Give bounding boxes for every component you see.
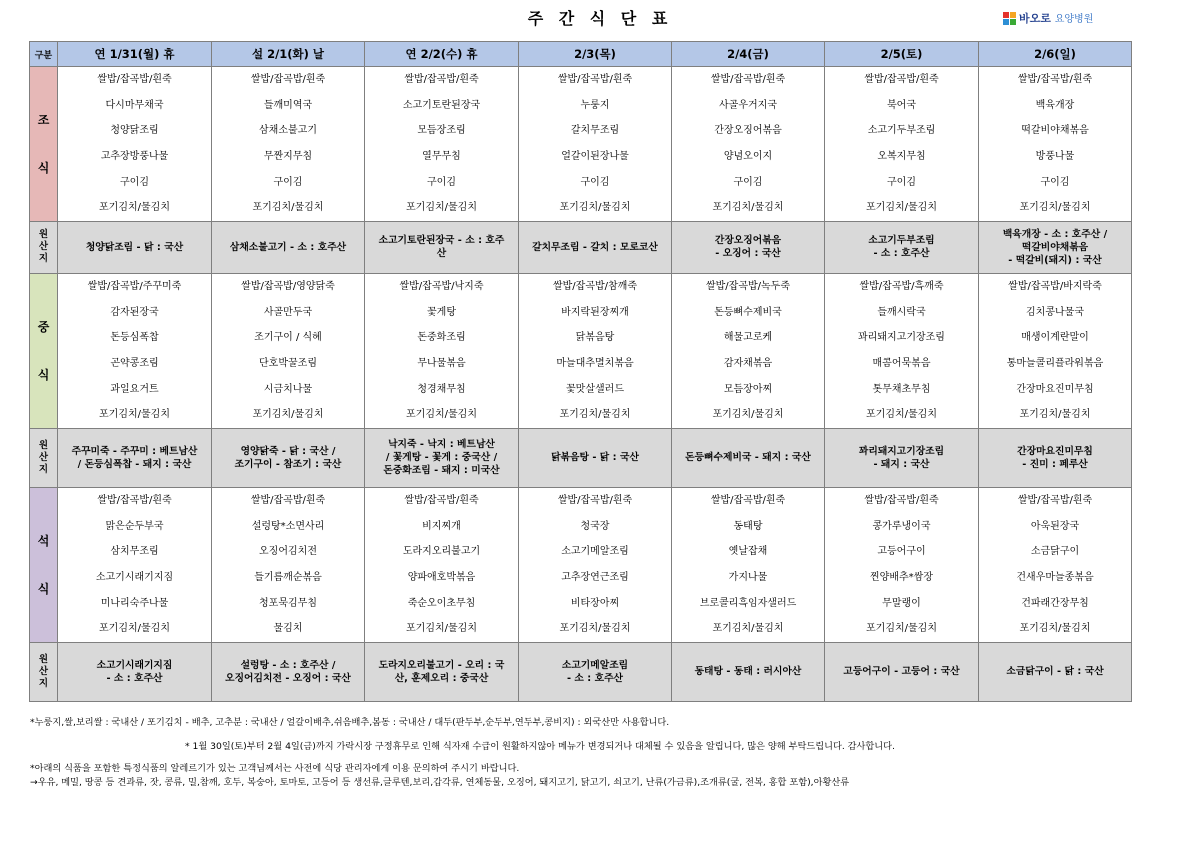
origin-label-char: 산 <box>38 665 49 677</box>
menu-item: 쌀밥/잡곡밥/흰죽 <box>97 74 172 85</box>
origin-line: 소고기토란된장국 - 소 : 호주 <box>378 235 505 247</box>
menu-item: 조기구이 / 식혜 <box>254 332 322 344</box>
breakfast-origin-label <box>30 221 58 273</box>
menu-item: 청양닭조림 <box>110 125 159 137</box>
origin-line: / 돈등심폭찹 - 돼지 : 국산 <box>77 458 192 470</box>
menu-item: 포기김치/물김치 <box>99 202 170 214</box>
menu-item: 간장마요진미무침 <box>1016 383 1094 395</box>
origin-line: 동태탕 - 동태 : 러시아산 <box>694 666 802 678</box>
origin-line: 주꾸미죽 - 주꾸미 : 베트남산 <box>71 445 198 457</box>
menu-item: 비지찌개 <box>422 520 461 532</box>
lunch-origin-cell <box>58 428 212 487</box>
lunch-origin-row <box>30 428 1132 487</box>
origin-line: 삼채소불고기 - 소 : 호주산 <box>229 241 347 253</box>
origin-line: 산 <box>436 248 447 260</box>
header-day: 2/5(토) <box>825 42 979 67</box>
origin-line: 소고기메알조림 <box>561 659 629 671</box>
note-origin: *누룽지,쌀,보리쌀 : 국내산 / 포기김치 - 배추, 고추분 : 국내산 / 얼갈이배추,쉬음배추,봄동 : 국내산 / 대두(판두부,순두부,연두부,콩비지) : 외국산만 사용합니다. <box>30 717 670 728</box>
menu-item: 꽃맛살샐러드 <box>566 383 624 395</box>
header-day: 연 2/2(수) 휴 <box>365 42 519 67</box>
menu-item: 간장오징어볶음 <box>714 125 782 137</box>
origin-line: / 꽃게탕 - 꽃게 : 중국산 / <box>385 452 498 464</box>
origin-line: 간장마요진미무침 <box>1017 445 1093 457</box>
menu-item: 북어국 <box>887 99 916 111</box>
origin-line: 떡갈비야채볶음 <box>1021 241 1089 253</box>
menu-item: 쌀밥/잡곡밥/흰죽 <box>864 74 939 85</box>
logo-name: 바오로 <box>1019 12 1051 25</box>
breakfast-label <box>30 67 58 222</box>
menu-item: 다시마무채국 <box>105 99 164 111</box>
menu-item: 닭볶음탕 <box>575 332 615 344</box>
origin-line: 도라지오리불고기 - 오리 : 국 <box>378 659 505 671</box>
menu-item: 쌀밥/잡곡밥/흰죽 <box>1017 494 1093 506</box>
menu-item: 청포묵김무침 <box>259 597 317 609</box>
origin-line: 청양닭조림 - 닭 : 국산 <box>85 241 184 253</box>
origin-line: 소고기두부조림 <box>868 235 935 247</box>
menu-item: 돈등뼈수제비국 <box>714 306 782 318</box>
origin-line: - 오징어 : 국산 <box>715 248 781 260</box>
menu-item: 무말랭이 <box>882 597 921 609</box>
menu-item: 양파애호박볶음 <box>407 571 476 583</box>
dinner-label-char: 석 <box>37 533 50 548</box>
menu-item: 돈중화조림 <box>417 332 466 344</box>
breakfast-label-char: 조 <box>37 112 50 127</box>
menu-item: 쌀밥/잡곡밥/녹두죽 <box>705 280 791 292</box>
menu-item: 삼치무조림 <box>110 546 159 558</box>
menu-item: 누룽지 <box>580 99 610 111</box>
menu-item: 감자된장국 <box>110 306 159 318</box>
lunch-origin-cell <box>365 428 519 487</box>
note-allergens: →우유, 메밀, 땅콩 등 견과류, 잣, 콩류, 밀,참깨, 호두, 복숭아, 토마토, 고등어 등 생선류,글루텐,보리,갑각류, 연체동물, 오징어, 돼지고기, 닭고기, 쇠고기, 난류(가금류),조개류(굴, 전복, 홍합 포함),아황산류 <box>30 777 850 788</box>
menu-item: 감자채볶음 <box>723 357 773 369</box>
menu-item: 포기김치/물김치 <box>712 409 784 421</box>
breakfast-origin-row <box>30 221 1132 273</box>
menu-item: 포기김치/물김치 <box>252 409 324 421</box>
menu-item: 구이김 <box>580 176 610 188</box>
origin-line: 갈치무조림 - 갈치 : 모로코산 <box>532 241 658 253</box>
menu-item: 갈치무조림 <box>570 125 620 137</box>
breakfast-origin-cell <box>825 221 979 273</box>
lunch-day-cell <box>672 273 825 428</box>
menu-item: 바지락된장찌개 <box>561 306 629 318</box>
dinner-row <box>30 487 1132 642</box>
breakfast-row <box>30 67 1132 222</box>
lunch-origin-cell <box>672 428 825 487</box>
header-row <box>30 42 1132 67</box>
menu-item: 모듬장아찌 <box>723 383 773 395</box>
lunch-day-cell <box>979 273 1132 428</box>
header-day: 연 1/31(월) 휴 <box>58 42 212 67</box>
menu-item: 쌀밥/잡곡밥/참깨죽 <box>552 280 638 292</box>
menu-item: 구이김 <box>733 176 763 188</box>
origin-line: 영양닭죽 - 닭 : 국산 / <box>240 445 336 457</box>
menu-item: 포기김치/물김치 <box>559 623 631 635</box>
breakfast-origin-cell <box>979 221 1132 273</box>
menu-item: 동태탕 <box>733 520 763 532</box>
breakfast-day-cell <box>58 67 212 222</box>
origin-label-char: 원 <box>38 653 49 665</box>
menu-item: 쌀밥/잡곡밥/흰죽 <box>404 74 479 85</box>
logo-mark-icon <box>1003 12 1017 25</box>
menu-item: 포기김치/물김치 <box>1019 623 1091 635</box>
menu-item: 열무무침 <box>422 150 461 162</box>
lunch-day-cell <box>825 273 979 428</box>
menu-item: 들깨시락국 <box>877 306 926 318</box>
breakfast-origin-cell <box>519 221 672 273</box>
menu-item: 과일요거트 <box>110 383 159 395</box>
origin-line: 백육개장 - 소 : 호주산 / <box>1002 228 1108 240</box>
origin-line: - 소 : 호주산 <box>566 672 624 684</box>
menu-item: 사골만두국 <box>263 306 313 318</box>
menu-item: 청경채무침 <box>417 383 466 395</box>
menu-item: 쌀밥/잡곡밥/흰죽 <box>97 494 172 506</box>
page-title: 주 간 식 단 표 <box>527 9 673 28</box>
menu-item: 포기김치/물김치 <box>406 623 477 635</box>
menu-item: 오복지무침 <box>877 150 926 162</box>
dinner-day-cell <box>365 487 519 642</box>
menu-item: 무나물볶음 <box>417 357 466 369</box>
menu-item: 쌀밥/잡곡밥/영양닭죽 <box>241 280 335 292</box>
header-day: 2/6(일) <box>979 42 1132 67</box>
menu-item: 도라지오리불고기 <box>402 546 481 558</box>
menu-item: 해물고로케 <box>723 332 773 344</box>
breakfast-origin-cell <box>672 221 825 273</box>
menu-item: 양념오이지 <box>723 150 773 162</box>
lunch-day-cell <box>519 273 672 428</box>
menu-item: 고등어구이 <box>877 546 926 558</box>
menu-item: 브로콜리흑임자샐러드 <box>699 597 797 609</box>
lunch-origin-cell <box>212 428 365 487</box>
menu-body <box>30 67 1132 702</box>
menu-item: 시금치나물 <box>263 383 313 395</box>
dinner-label-char: 식 <box>37 581 50 596</box>
menu-item: 쌀밥/잡곡밥/흰죽 <box>250 74 326 85</box>
menu-item: 매생이계란말이 <box>1021 332 1089 344</box>
menu-item: 사골우거지국 <box>719 99 777 111</box>
origin-label-char: 원 <box>38 229 49 241</box>
menu-item: 쌀밥/잡곡밥/흑깨죽 <box>859 280 944 292</box>
origin-line: - 진미 : 페루산 <box>1022 458 1088 470</box>
menu-item: 소고기토란된장국 <box>402 99 481 111</box>
menu-item: 가지나물 <box>728 571 768 583</box>
menu-item: 쌀밥/잡곡밥/흰죽 <box>557 494 633 506</box>
lunch-row <box>30 273 1132 428</box>
menu-item: 맑은순두부국 <box>105 520 164 532</box>
dinner-origin-cell <box>212 642 365 701</box>
menu-item: 방풍나물 <box>1035 150 1075 162</box>
menu-item: 콩가루냉이국 <box>872 520 931 532</box>
menu-item: 포기김치/물김치 <box>866 623 937 635</box>
lunch-origin-label <box>30 428 58 487</box>
origin-line: 돈중화조림 - 돼지 : 미국산 <box>383 465 500 477</box>
header-gubun: 구분 <box>30 42 58 67</box>
menu-item: 고추장방풍나물 <box>100 150 169 162</box>
logo-suffix: 요양병원 <box>1054 14 1094 25</box>
dinner-origin-cell <box>365 642 519 701</box>
dinner-origin-cell <box>58 642 212 701</box>
breakfast-day-cell <box>365 67 519 222</box>
note-allergy: *아래의 식품을 포함한 특정식품의 알레르기가 있는 고객님께서는 사전에 식당 관리자에게 이용 문의하여 주시기 바랍니다. <box>30 763 520 774</box>
menu-item: 소고기시래기지짐 <box>95 571 174 583</box>
origin-line: - 소 : 호주산 <box>106 672 163 684</box>
origin-line: - 소 : 호주산 <box>873 248 930 260</box>
menu-item: 비타장아찌 <box>570 597 620 609</box>
menu-item: 쌀밥/잡곡밥/흰죽 <box>864 494 939 506</box>
menu-item: 건새우마늘종볶음 <box>1016 571 1094 583</box>
menu-item: 무짠지무침 <box>263 150 313 162</box>
dinner-origin-cell <box>979 642 1132 701</box>
menu-item: 쌀밥/잡곡밥/흰죽 <box>404 494 479 506</box>
menu-item: 청국장 <box>580 520 610 532</box>
origin-label-char: 지 <box>38 677 49 689</box>
menu-item: 죽순오이초무침 <box>407 597 476 609</box>
menu-item: 포기김치/물김치 <box>406 409 477 421</box>
dinner-origin-cell <box>825 642 979 701</box>
menu-item: 미나리숙주나물 <box>100 597 169 609</box>
logo-text <box>1019 10 1093 26</box>
origin-label-char: 산 <box>38 241 49 253</box>
header-day: 2/4(금) <box>672 42 825 67</box>
menu-item: 소고기메알조림 <box>561 546 629 558</box>
menu-item: 구이김 <box>120 176 149 188</box>
menu-item: 구이김 <box>273 176 303 188</box>
breakfast-origin-cell <box>58 221 212 273</box>
origin-line: 소금닭구이 - 닭 : 국산 <box>1006 666 1104 678</box>
menu-item: 포기김치/물김치 <box>559 202 631 214</box>
menu-item: 포기김치/물김치 <box>406 202 477 214</box>
dinner-day-cell <box>519 487 672 642</box>
dinner-day-cell <box>979 487 1132 642</box>
menu-item: 쌀밥/잡곡밥/흰죽 <box>250 494 326 506</box>
menu-item: 김치콩나물국 <box>1026 306 1084 318</box>
menu-item: 오징어김치전 <box>259 546 317 558</box>
dinner-day-cell <box>58 487 212 642</box>
menu-item: 쌀밥/잡곡밥/바지락죽 <box>1008 280 1102 292</box>
menu-item: 백육개장 <box>1035 99 1075 111</box>
header-day: 설 2/1(화) 날 <box>212 42 365 67</box>
menu-item: 들기름깨순볶음 <box>254 571 322 583</box>
menu-item: 떡갈비야채볶음 <box>1021 125 1089 137</box>
breakfast-day-cell <box>212 67 365 222</box>
menu-item: 포기김치/물김치 <box>866 202 937 214</box>
origin-line: 설렁탕 - 소 : 호주산 / <box>240 659 336 671</box>
menu-item: 포기김치/물김치 <box>712 202 784 214</box>
breakfast-origin-cell <box>212 221 365 273</box>
menu-item: 단호박꿀조림 <box>259 357 317 369</box>
origin-label-char: 지 <box>38 253 49 265</box>
menu-item: 찐양배추*쌈장 <box>870 571 933 583</box>
menu-item: 소고기두부조림 <box>867 125 936 137</box>
origin-line: 돈등뼈수제비국 - 돼지 : 국산 <box>685 452 811 464</box>
origin-line: 오징어김치전 - 오징어 : 국산 <box>225 672 351 684</box>
lunch-day-cell <box>58 273 212 428</box>
lunch-label-char: 중 <box>37 319 50 334</box>
menu-item: 삼채소불고기 <box>259 125 317 137</box>
origin-label-char: 산 <box>38 451 49 463</box>
origin-line: 조기구이 - 참조기 : 국산 <box>234 458 342 470</box>
menu-item: 쌀밥/잡곡밥/흰죽 <box>1017 74 1093 85</box>
menu-item: 쌀밥/잡곡밥/흰죽 <box>557 74 633 85</box>
menu-item: 포기김치/물김치 <box>252 202 324 214</box>
menu-item: 포기김치/물김치 <box>1019 409 1091 421</box>
menu-item: 마늘대추멸치볶음 <box>556 357 634 369</box>
menu-item: 아욱된장국 <box>1030 520 1080 532</box>
menu-item: 옛날잡채 <box>728 546 768 558</box>
note-holiday: * 1월 30일(토)부터 2월 4일(금)까지 가락시장 구정휴무로 인해 식자재 수급이 원활하지않아 메뉴가 변경되거나 대체될 수 있음을 알립니다, 많은 양해 부탁드립니다. 감사합니다. <box>185 741 895 752</box>
menu-item: 쌀밥/잡곡밥/흰죽 <box>710 494 786 506</box>
menu-item: 들깨미역국 <box>263 99 313 111</box>
origin-line: - 떡갈비(돼지) : 국산 <box>1008 254 1102 266</box>
dinner-origin-cell <box>672 642 825 701</box>
menu-item: 물김치 <box>273 623 303 635</box>
dinner-day-cell <box>672 487 825 642</box>
menu-item: 포기김치/물김치 <box>1019 202 1091 214</box>
breakfast-day-cell <box>979 67 1132 222</box>
menu-item: 포기김치/물김치 <box>99 409 170 421</box>
origin-line: 꽈리돼지고기장조림 <box>858 445 945 457</box>
breakfast-label-char: 식 <box>37 160 50 175</box>
lunch-label-char: 식 <box>37 367 50 382</box>
menu-item: 구이김 <box>1040 176 1070 188</box>
menu-item: 모듬장조림 <box>417 125 466 137</box>
origin-label-char: 원 <box>38 439 49 451</box>
origin-label-char: 지 <box>38 463 49 475</box>
lunch-origin-cell <box>519 428 672 487</box>
dinner-day-cell <box>825 487 979 642</box>
menu-item: 포기김치/물김치 <box>559 409 631 421</box>
menu-item: 구이김 <box>887 176 916 188</box>
origin-line: 소고기시래기지짐 <box>96 659 173 671</box>
origin-line: - 돼지 : 국산 <box>873 458 930 470</box>
breakfast-day-cell <box>672 67 825 222</box>
dinner-origin-cell <box>519 642 672 701</box>
dinner-origin-label <box>30 642 58 701</box>
dinner-label <box>30 487 58 642</box>
menu-item: 설렁탕*소면사리 <box>251 520 325 532</box>
menu-item: 매콤어묵볶음 <box>872 357 931 369</box>
dinner-origin-row <box>30 642 1132 701</box>
origin-line: 고등어구이 - 고등어 : 국산 <box>843 666 960 678</box>
menu-item: 꽃게탕 <box>427 306 456 318</box>
menu-item: 돈등심폭찹 <box>110 332 159 344</box>
header-day: 2/3(목) <box>519 42 672 67</box>
menu-item: 포기김치/물김치 <box>99 623 170 635</box>
lunch-label <box>30 273 58 428</box>
weekly-menu-table <box>29 41 1132 702</box>
breakfast-day-cell <box>519 67 672 222</box>
origin-line: 닭볶음탕 - 닭 : 국산 <box>551 452 639 464</box>
menu-item: 통마늘콜리플라워볶음 <box>1006 357 1104 369</box>
menu-item: 구이김 <box>427 176 456 188</box>
menu-item: 포기김치/물김치 <box>712 623 784 635</box>
menu-item: 쌀밥/잡곡밥/주꾸미죽 <box>87 280 182 292</box>
hospital-logo <box>1003 9 1113 33</box>
menu-item: 고추장연근조림 <box>561 571 629 583</box>
menu-item: 소금닭구이 <box>1030 546 1080 558</box>
origin-line: 낙지죽 - 낙지 : 베트남산 <box>388 439 495 451</box>
menu-item: 쌀밥/잡곡밥/흰죽 <box>710 74 786 85</box>
menu-item: 포기김치/물김치 <box>866 409 937 421</box>
breakfast-day-cell <box>825 67 979 222</box>
menu-item: 꽈리돼지고기장조림 <box>858 332 945 344</box>
menu-item: 쌀밥/잡곡밥/낙지죽 <box>399 280 484 292</box>
menu-item: 톳무채초무침 <box>872 383 931 395</box>
menu-item: 곤약콩조림 <box>110 357 159 369</box>
menu-item: 건파래간장무침 <box>1021 597 1089 609</box>
lunch-origin-cell <box>979 428 1132 487</box>
origin-line: 간장오징어볶음 <box>714 235 782 247</box>
menu-item: 얼갈이된장나물 <box>561 150 629 162</box>
lunch-day-cell <box>365 273 519 428</box>
breakfast-origin-cell <box>365 221 519 273</box>
lunch-origin-cell <box>825 428 979 487</box>
lunch-day-cell <box>212 273 365 428</box>
dinner-day-cell <box>212 487 365 642</box>
origin-line: 산, 훈제오리 : 중국산 <box>394 672 489 684</box>
